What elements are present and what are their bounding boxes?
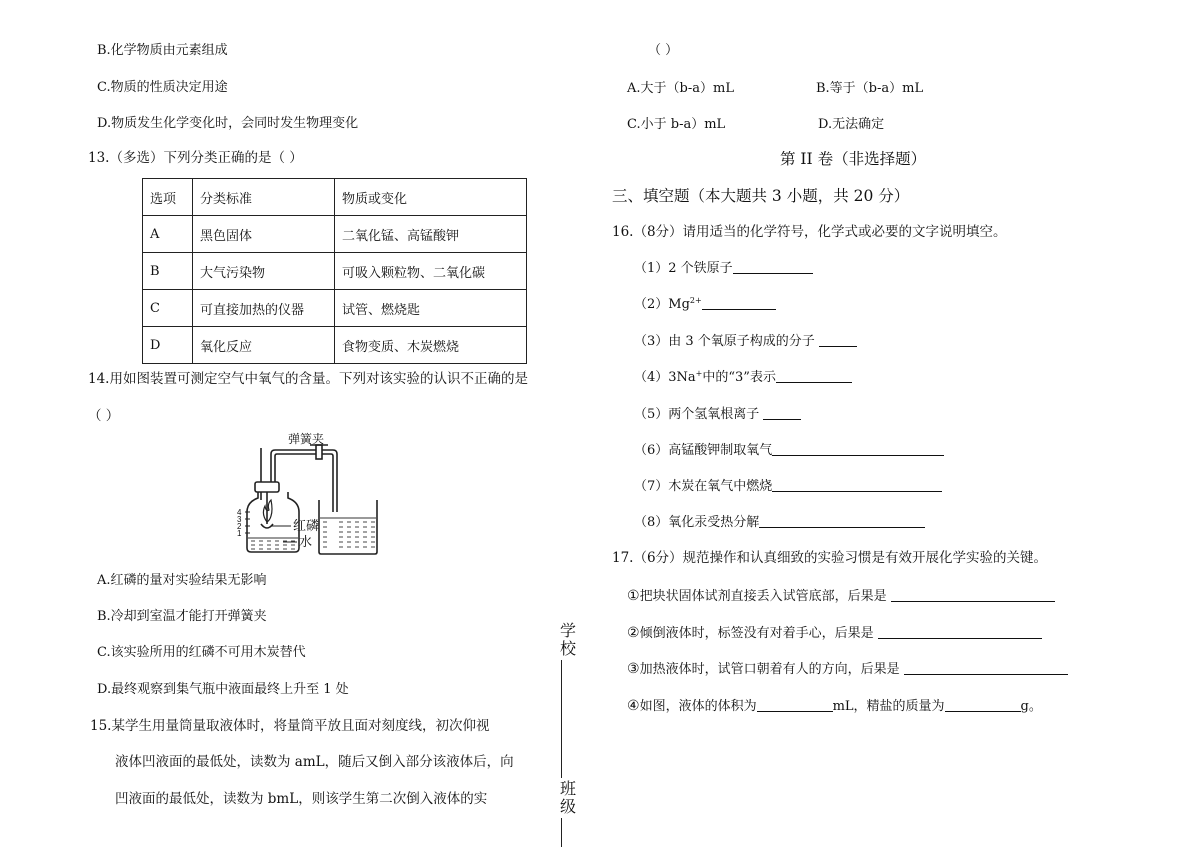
binding-class-label: 班级 xyxy=(560,779,577,816)
table-cell: 食物变质、木炭燃烧 xyxy=(335,327,527,364)
oxygen-apparatus-figure xyxy=(225,432,555,562)
q16-item-7 xyxy=(634,480,942,493)
q17-item-3-text: 加热液体时，试管口朝着有人的方向，后果是 xyxy=(639,662,900,677)
figure-scale-3: 3 xyxy=(237,515,242,524)
q15-stem-line3: 凹液面的最低处，读数为 bmL，则该学生第二次倒入液体的实 xyxy=(115,791,488,807)
q16-item-2 xyxy=(634,298,776,311)
q12-option-d: D.物质发生化学变化时，会同时发生物理变化 xyxy=(97,116,359,131)
q16-item-2-text: （2）Mg xyxy=(634,297,690,312)
q12-option-c: C.物质的性质决定用途 xyxy=(97,80,228,95)
table-header-cell: 物质或变化 xyxy=(335,179,527,216)
q16-stem: 16.（8分）请用适当的化学符号，化学式或必要的文字说明填空。 xyxy=(612,224,1007,240)
q16-item-4-tail: 中的“3”表示 xyxy=(702,370,776,385)
q16-item-4-charge: + xyxy=(695,369,703,378)
figure-label-water: 水 xyxy=(299,534,313,549)
q17-item-1 xyxy=(627,589,1055,603)
q17-item-3-number: ③ xyxy=(627,661,640,677)
q15-option-b: B.等于（b-a）mL xyxy=(816,81,924,96)
answer-blank[interactable] xyxy=(759,527,925,528)
q16-item-2-charge: 2+ xyxy=(689,296,702,305)
q16-item-4-text: （4）3Na xyxy=(634,370,696,385)
q16-item-4 xyxy=(634,371,852,384)
q14-stem-line2: （ ） xyxy=(88,408,120,424)
answer-blank[interactable] xyxy=(772,455,944,456)
q16-item-3 xyxy=(634,335,857,348)
table-cell: 可直接加热的仪器 xyxy=(193,290,335,327)
q17-item-1-text: 把块状固体试剂直接丢入试管底部，后果是 xyxy=(639,589,887,604)
table-header-cell: 分类标准 xyxy=(193,179,335,216)
answer-blank[interactable] xyxy=(891,601,1055,602)
q13-table xyxy=(142,178,527,364)
answer-blank[interactable] xyxy=(904,674,1068,675)
q14-stem-line1: 14.用如图装置可测定空气中氧气的含量。下列对该实验的认识不正确的是 xyxy=(88,371,528,387)
q17-item-1-number: ① xyxy=(627,588,640,604)
q15-option-a: A.大于（b-a）mL xyxy=(627,81,734,96)
figure-label-clip: 弹簧夹 xyxy=(288,432,325,446)
table-row xyxy=(143,327,527,364)
answer-blank[interactable] xyxy=(733,273,813,274)
table-cell: B xyxy=(143,253,193,290)
answer-blank[interactable] xyxy=(776,382,852,383)
q17-item-3 xyxy=(627,662,1068,676)
q14-option-d: D.最终观察到集气瓶中液面最终上升至 1 处 xyxy=(97,682,349,697)
section-title: 第 II 卷（非选择题） xyxy=(780,150,927,168)
q17-item-2 xyxy=(627,626,1042,640)
q16-item-1-text: （1）2 个铁原子 xyxy=(634,261,733,276)
figure-scale-2: 2 xyxy=(237,522,242,531)
q17-item-4 xyxy=(627,699,1042,713)
q17-item-2-text: 倾倒液体时，标签没有对着手心，后果是 xyxy=(639,626,874,641)
q13-stem: 13.（多选）下列分类正确的是（ ） xyxy=(88,150,303,166)
q17-item-4-number: ④ xyxy=(627,698,640,714)
q14-option-a: A.红磷的量对实验结果无影响 xyxy=(97,573,267,588)
q14-option-b: B.冷却到室温才能打开弹簧夹 xyxy=(97,609,267,624)
answer-blank[interactable] xyxy=(772,491,942,492)
answer-blank[interactable] xyxy=(945,711,1021,712)
answer-blank[interactable] xyxy=(878,638,1042,639)
q15-stem-line2: 液体凹液面的最低处，读数为 amL，随后又倒入部分该液体后，向 xyxy=(115,754,514,770)
binding-line xyxy=(561,818,562,847)
table-cell: 可吸入颗粒物、二氧化碳 xyxy=(335,253,527,290)
q14-option-c: C.该实验所用的红磷不可用木炭替代 xyxy=(97,645,306,660)
table-header-row xyxy=(143,179,527,216)
answer-blank[interactable] xyxy=(757,711,833,712)
q17-item-2-number: ② xyxy=(627,625,640,641)
binding-line xyxy=(561,660,562,778)
figure-scale-1: 1 xyxy=(237,529,242,538)
q16-item-6 xyxy=(634,444,944,457)
q17-stem: 17.（6分）规范操作和认真细致的实验习惯是有效开展化学实验的关键。 xyxy=(612,550,1048,566)
answer-blank[interactable] xyxy=(763,419,801,420)
q16-item-3-text: （3）由 3 个氧原子构成的分子 xyxy=(634,334,815,349)
table-cell: C xyxy=(143,290,193,327)
table-row xyxy=(143,253,527,290)
q15-option-c: C.小于 b-a）mL xyxy=(627,117,726,132)
q17-item-4-unit-g: g。 xyxy=(1020,699,1042,714)
answer-blank[interactable] xyxy=(819,346,857,347)
binding-school-label: 学校 xyxy=(560,621,577,658)
figure-label-phosphorus: 红磷 xyxy=(293,518,320,533)
q15-answer-paren: （ ） xyxy=(648,43,679,58)
table-header-cell: 选项 xyxy=(143,179,193,216)
q16-item-1 xyxy=(634,262,813,275)
answer-blank[interactable] xyxy=(702,309,776,310)
table-cell: D xyxy=(143,327,193,364)
q16-item-7-text: （7）木炭在氧气中燃烧 xyxy=(634,479,773,494)
q12-option-b: B.化学物质由元素组成 xyxy=(97,43,228,58)
table-cell: 氧化反应 xyxy=(193,327,335,364)
q17-item-4-unit-ml: mL，精盐的质量为 xyxy=(832,699,945,714)
q16-item-5-text: （5）两个氢氧根离子 xyxy=(634,407,760,422)
q16-item-5 xyxy=(634,408,801,421)
table-cell: 试管、燃烧匙 xyxy=(335,290,527,327)
q17-item-4-text: 如图，液体的体积为 xyxy=(639,699,757,714)
q15-stem-line1: 15.某学生用量筒量取液体时，将量筒平放且面对刻度线，初次仰视 xyxy=(90,718,490,734)
table-row xyxy=(143,216,527,253)
table-row xyxy=(143,290,527,327)
figure-scale-4: 4 xyxy=(237,508,242,517)
table-cell: 二氧化锰、高锰酸钾 xyxy=(335,216,527,253)
table-cell: 大气污染物 xyxy=(193,253,335,290)
table-cell: A xyxy=(143,216,193,253)
q16-item-8 xyxy=(634,516,925,529)
q16-item-6-text: （6）高锰酸钾制取氧气 xyxy=(634,443,773,458)
table-cell: 黑色固体 xyxy=(193,216,335,253)
q16-item-8-text: （8）氧化汞受热分解 xyxy=(634,515,760,530)
part3-title: 三、填空题（本大题共 3 小题，共 20 分） xyxy=(612,187,910,205)
q15-option-d: D.无法确定 xyxy=(818,117,885,132)
